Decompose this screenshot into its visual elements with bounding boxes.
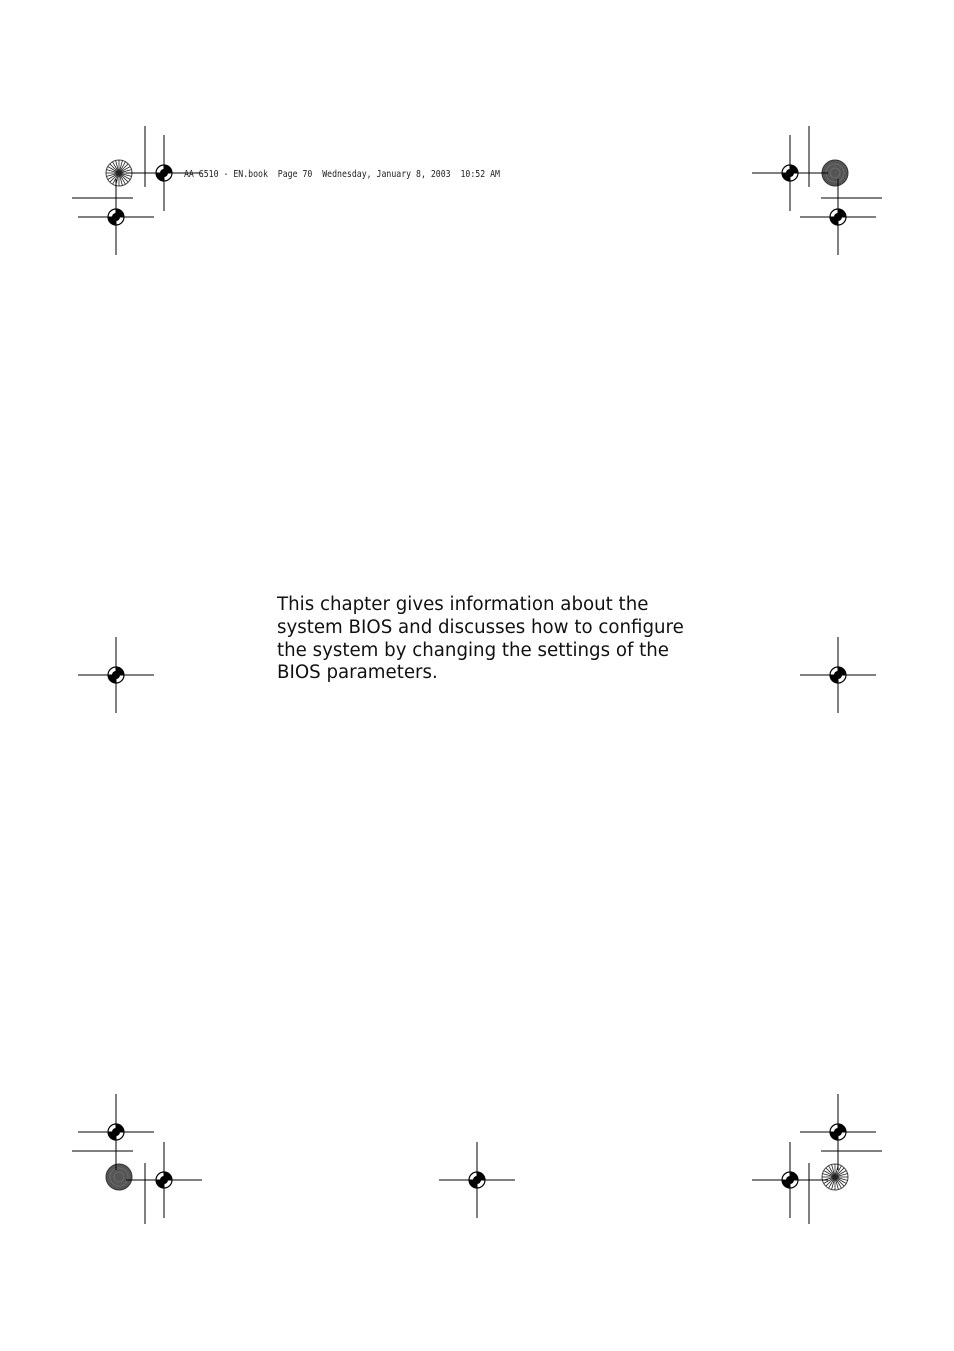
star-target-icon — [822, 1164, 848, 1190]
gray-dot-icon — [106, 1164, 132, 1190]
registration-mark-icon — [800, 179, 876, 255]
registration-mark-icon — [752, 135, 828, 211]
registration-mark-icon — [126, 1142, 202, 1218]
registration-mark-icon — [439, 1142, 515, 1218]
registration-mark-icon — [78, 637, 154, 713]
registration-mark-icon — [800, 1094, 876, 1170]
print-slug: AA G510 - EN.book Page 70 Wednesday, January 8, 2003 10:52 AM — [184, 169, 500, 180]
registration-mark-icon — [78, 1094, 154, 1170]
registration-mark-icon — [78, 179, 154, 255]
chapter-intro-text: This chapter gives information about the system BIOS and discusses how to configure the system by changing the settings of the BIOS parameters. — [277, 594, 684, 684]
registration-mark-icon — [800, 637, 876, 713]
registration-mark-icon — [752, 1142, 828, 1218]
